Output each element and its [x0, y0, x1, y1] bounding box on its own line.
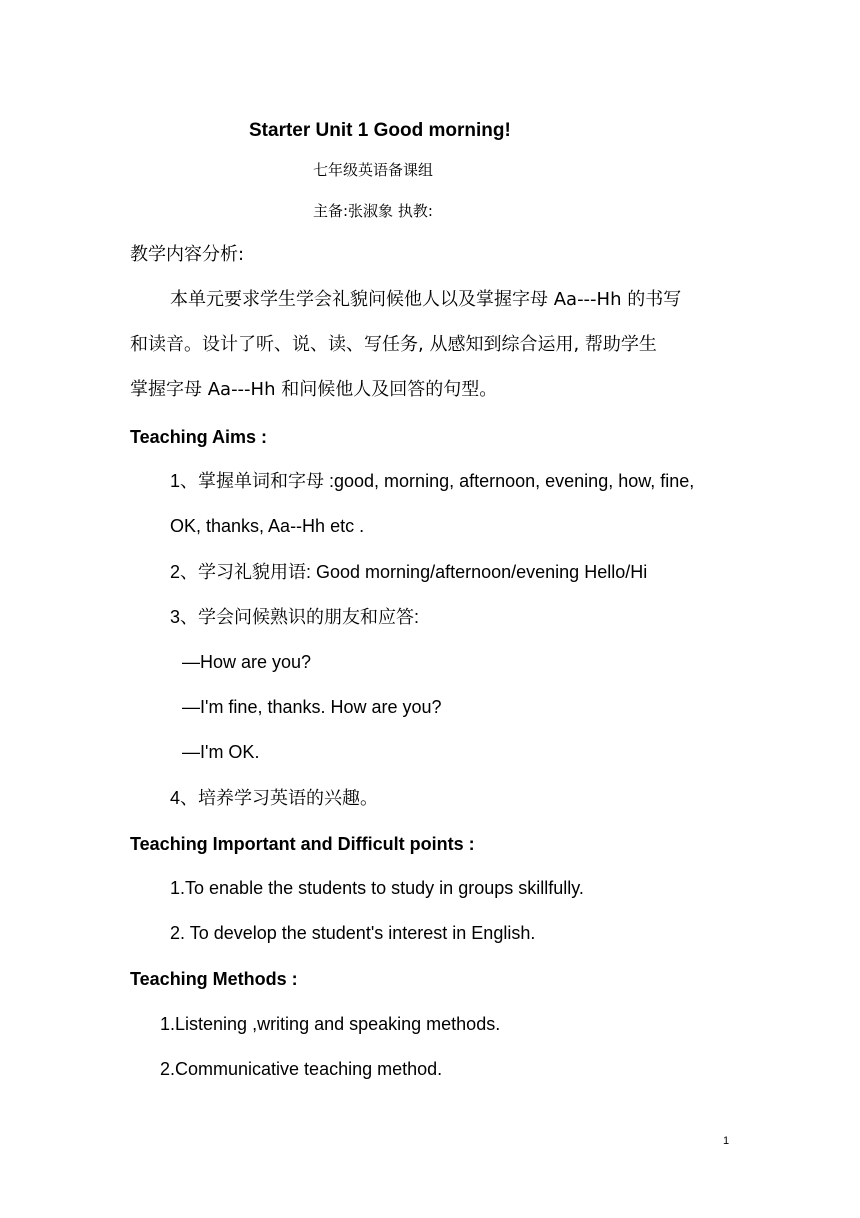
points-line: 2. To develop the student's interest in English. [170, 923, 536, 943]
aims-line: OK, thanks, Aa--Hh etc . [170, 516, 365, 536]
dialogue-line: —I'm OK. [182, 742, 260, 762]
aims-heading: Teaching Aims : [130, 427, 268, 447]
content-analysis-heading: 教学内容分析: [130, 244, 245, 265]
dialogue-line: —How are you? [182, 652, 312, 672]
aims-line: 4、培养学习英语的兴趣。 [170, 788, 379, 808]
methods-line: 1.Listening ,writing and speaking methods. [160, 1014, 501, 1034]
author-line: 主备:张淑象 执教: [313, 202, 433, 220]
content-analysis-line: 和读音。设计了听、说、读、写任务, 从感知到综合运用, 帮助学生 [130, 334, 657, 355]
page-number: 1 [723, 1135, 730, 1147]
document-title: Starter Unit 1 Good morning! [249, 120, 511, 141]
points-heading: Teaching Important and Difficult points : [130, 834, 475, 854]
points-line: 1.To enable the students to study in groups skillfully. [170, 878, 584, 898]
content-analysis-line: 本单元要求学生学会礼貌问候他人以及掌握字母 Aa---Hh 的书写 [170, 289, 682, 310]
aims-line: 2、学习礼貌用语: Good morning/afternoon/evening Hello/Hi [170, 562, 648, 582]
aims-line: 1、掌握单词和字母 :good, morning, afternoon, evening, how, fine, [170, 471, 695, 491]
prep-group: 七年级英语备课组 [313, 161, 434, 179]
methods-line: 2.Communicative teaching method. [160, 1059, 443, 1079]
methods-heading: Teaching Methods : [130, 969, 298, 989]
aims-line: 3、学会问候熟识的朋友和应答: [170, 607, 420, 627]
dialogue-line: —I'm fine, thanks. How are you? [182, 697, 442, 717]
content-analysis-line: 掌握字母 Aa---Hh 和问候他人及回答的句型。 [130, 379, 498, 400]
